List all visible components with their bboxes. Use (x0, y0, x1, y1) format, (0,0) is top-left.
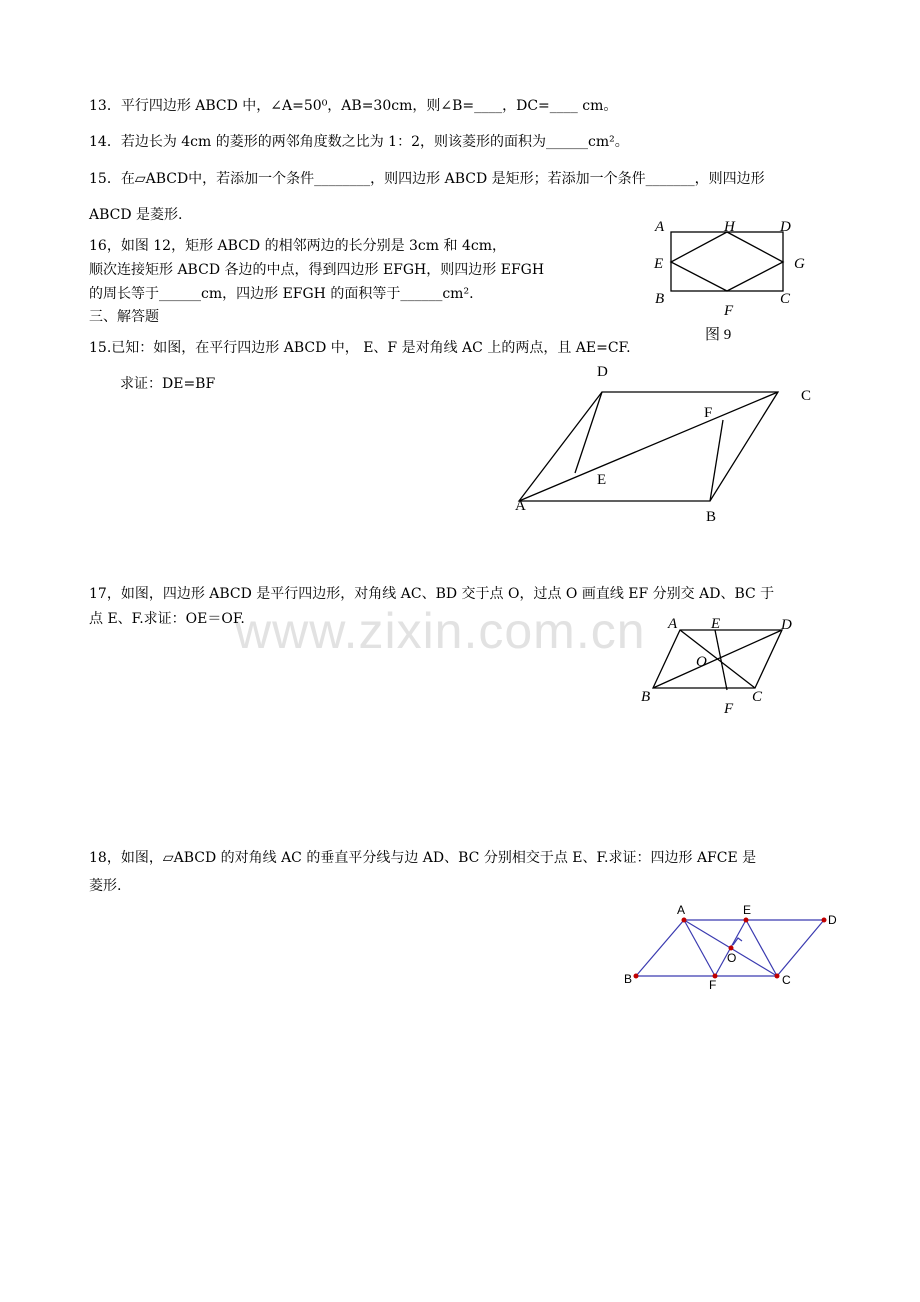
question-15-line2: ABCD 是菱形. (89, 207, 183, 223)
label-F: F (724, 701, 734, 717)
label-D: D (781, 617, 792, 633)
problem-18-line2: 菱形. (89, 878, 122, 894)
segment-af (684, 920, 715, 976)
label-A: A (677, 903, 686, 917)
segment-ec (746, 920, 777, 976)
label-H: H (724, 219, 735, 235)
question-13: 13．平行四边形 ABCD 中，∠A=50⁰，AB=30cm，则∠B=____，DC=____ cm。 (89, 98, 618, 114)
question-16-line3: 的周长等于______cm，四边形 EFGH 的面积等于______cm². (89, 286, 474, 302)
point-E (744, 918, 749, 923)
label-B: B (641, 689, 651, 705)
label-O: O (696, 654, 707, 670)
problem-18-line1: 18，如图，▱ABCD 的对角线 AC 的垂直平分线与边 AD、BC 分别相交于点 E、F.求证：四边形 AFCE 是 (89, 850, 757, 866)
label-O: O (727, 951, 737, 965)
question-16-line2: 顺次连接矩形 ABCD 各边的中点，得到四边形 EFGH，则四边形 EFGH (89, 262, 545, 278)
label-C: C (780, 291, 791, 307)
point-C (775, 974, 780, 979)
point-B (634, 974, 639, 979)
label-E: E (711, 616, 721, 632)
label-F: F (724, 303, 734, 319)
label-A: A (515, 498, 526, 514)
label-A: A (655, 219, 665, 235)
question-14: 14．若边长为 4cm 的菱形的两邻角度数之比为 1：2，则该菱形的面积为______cm²。 (89, 134, 629, 150)
label-C: C (752, 689, 763, 705)
label-E: E (743, 903, 752, 917)
figure-18-parallelogram (620, 900, 840, 995)
problem-17-line2: 点 E、F.求证：OE＝OF. (89, 611, 245, 627)
rhombus-efgh (671, 232, 783, 291)
problem-15-statement: 15.已知：如图，在平行四边形 ABCD 中， E、F 是对角线 AC 上的两点，且 AE=CF. (89, 340, 631, 356)
label-D: D (828, 913, 837, 927)
figure-17-parallelogram (635, 612, 815, 722)
label-E: E (597, 472, 607, 488)
figure-9-caption: 图 9 (705, 327, 732, 343)
question-16-line1: 16，如图 12，矩形 ABCD 的相邻两边的长分别是 3cm 和 4cm， (89, 238, 506, 254)
label-B: B (655, 291, 665, 307)
segment-de (575, 392, 602, 473)
problem-15-prove: 求证：DE=BF (120, 376, 216, 392)
rectangle-abcd (671, 232, 783, 291)
figure-15-parallelogram (505, 360, 825, 530)
label-D: D (597, 364, 608, 380)
point-D (822, 918, 827, 923)
label-D: D (780, 219, 791, 235)
label-B: B (624, 972, 633, 986)
section-heading: 三、解答题 (89, 309, 159, 325)
watermark: www.zixin.com.cn (235, 603, 646, 659)
figure-9-rectangle-rhombus (640, 215, 820, 345)
problem-17-line1: 17，如图，四边形 ABCD 是平行四边形，对角线 AC、BD 交于点 O，过点 O 画直线 EF 分别交 AD、BC 于 (89, 586, 775, 602)
point-A (682, 918, 687, 923)
label-G: G (794, 256, 805, 272)
segment-bf (710, 420, 723, 501)
label-B: B (706, 509, 717, 525)
label-C: C (782, 973, 791, 987)
label-F: F (704, 405, 713, 421)
label-A: A (668, 616, 678, 632)
question-15-line1: 15．在▱ABCD中，若添加一个条件________，则四边形 ABCD 是矩形；若添加一个条件_______，则四边形 (89, 171, 765, 187)
diagonal-ac (519, 392, 778, 501)
label-C: C (801, 388, 812, 404)
point-O (729, 946, 734, 951)
label-F: F (709, 978, 717, 992)
diagonal-bd (653, 630, 782, 688)
label-E: E (654, 256, 664, 272)
